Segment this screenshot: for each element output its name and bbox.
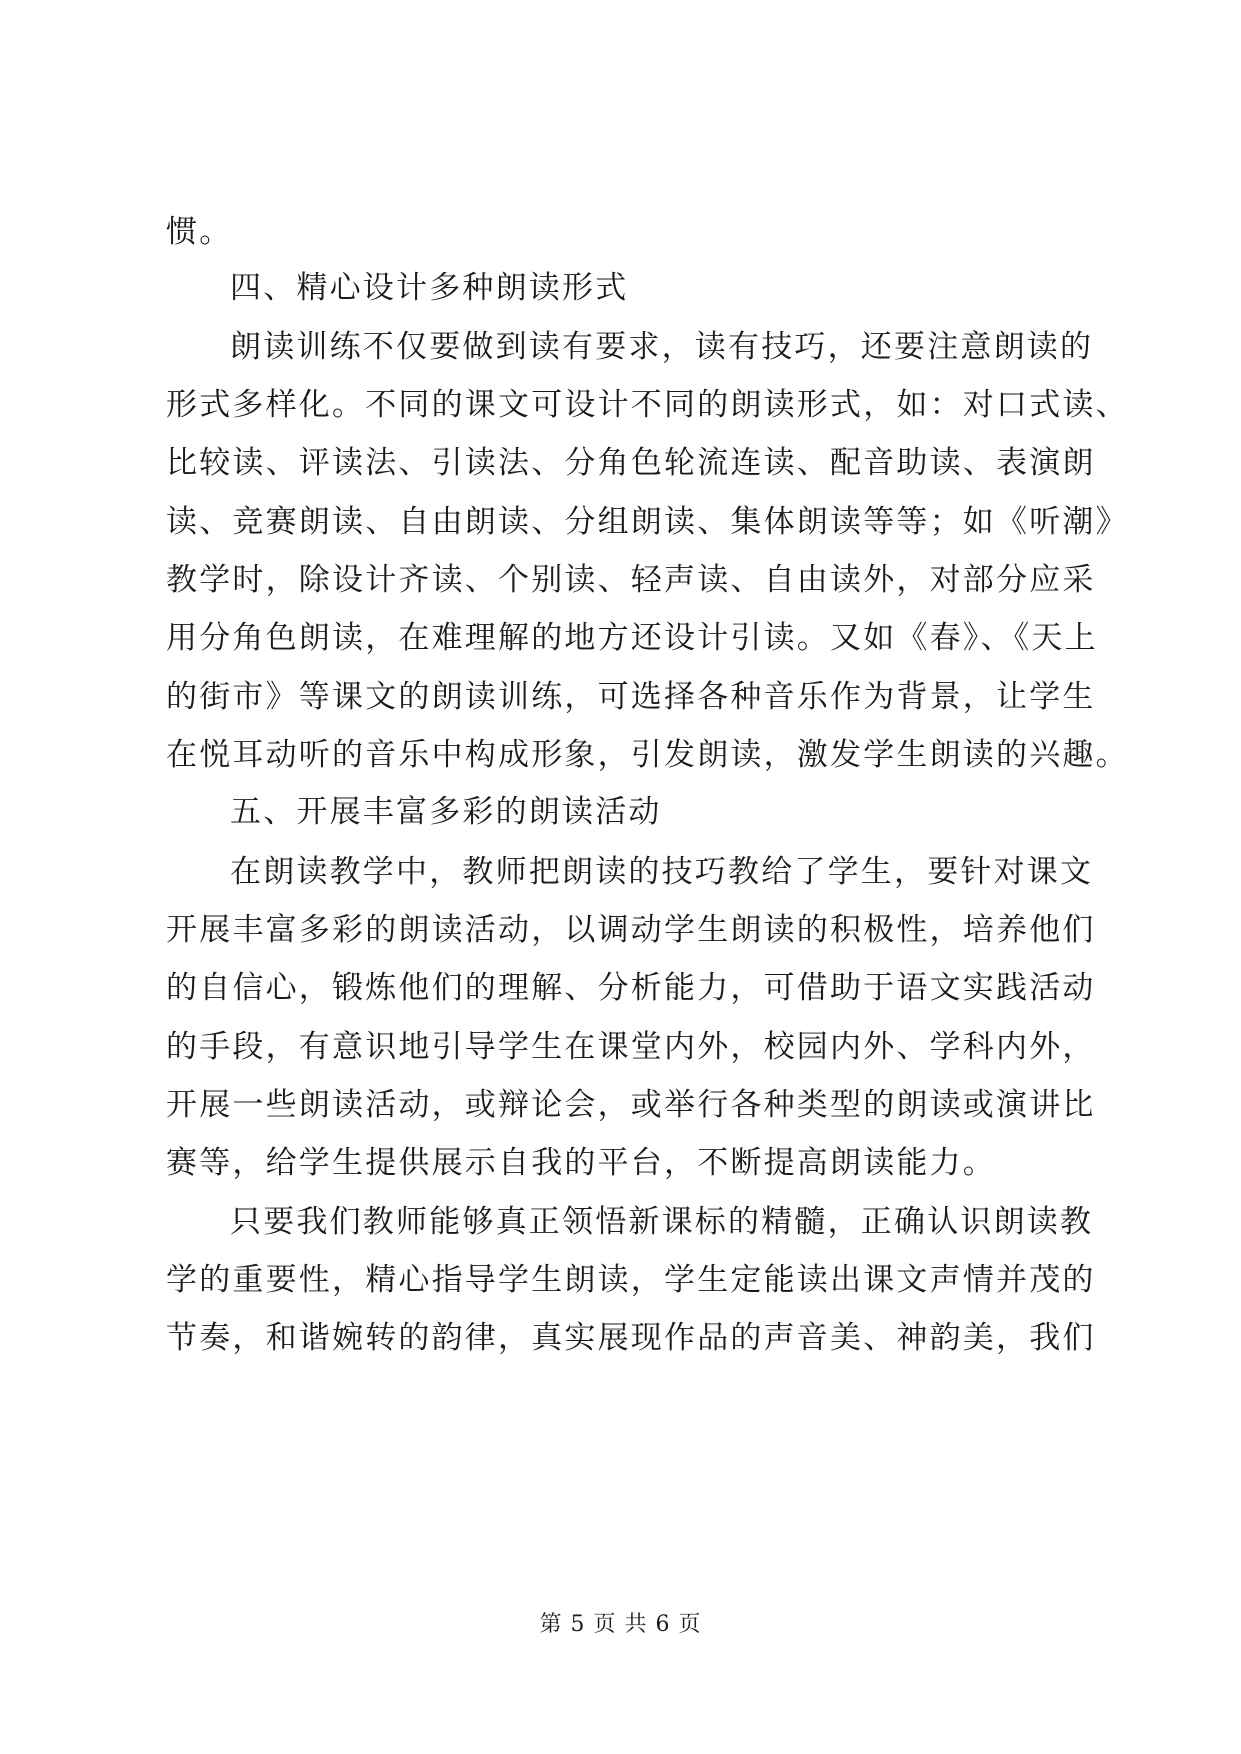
section-heading-5: 五、开展丰富多彩的朗读活动 [230,794,662,830]
page-number-footer: 第 5 页 共 6 页 [539,1612,702,1637]
paragraph-line: 朗读训练不仅要做到读有要求，读有技巧，还要注意朗读的 [230,329,1094,365]
paragraph-line: 教学时，除设计齐读、个别读、轻声读、自由读外，对部分应采 [166,562,1096,598]
paragraph-line: 比较读、评读法、引读法、分角色轮流连读、配音助读、表演朗 [166,445,1096,481]
paragraph-line: 赛等，给学生提供展示自我的平台，不断提高朗读能力。 [166,1145,996,1181]
paragraph-line: 读、竞赛朗读、自由朗读、分组朗读、集体朗读等等；如《听潮》 [166,504,1129,540]
paragraph-line: 形式多样化。不同的课文可设计不同的朗读形式，如：对口式读、 [166,387,1129,423]
text-line: 惯。 [166,214,233,250]
paragraph-line: 节奏，和谐婉转的韵律，真实展现作品的声音美、神韵美，我们 [166,1320,1096,1356]
section-heading-4: 四、精心设计多种朗读形式 [230,270,629,306]
paragraph-line: 学的重要性，精心指导学生朗读，学生定能读出课文声情并茂的 [166,1262,1096,1298]
paragraph-line: 在悦耳动听的音乐中构成形象，引发朗读，激发学生朗读的兴趣。 [166,737,1129,773]
paragraph-line: 在朗读教学中，教师把朗读的技巧教给了学生，要针对课文 [230,854,1094,890]
paragraph-line: 的自信心，锻炼他们的理解、分析能力，可借助于语文实践活动 [166,970,1096,1006]
paragraph-line: 只要我们教师能够真正领悟新课标的精髓，正确认识朗读教 [230,1204,1094,1240]
paragraph-line: 的街市》等课文的朗读训练，可选择各种音乐作为背景，让学生 [166,679,1096,715]
paragraph-line: 的手段，有意识地引导学生在课堂内外，校园内外、学科内外， [166,1029,1096,1065]
paragraph-line: 用分角色朗读，在难理解的地方还设计引读。又如《春》、《天上 [166,620,1098,656]
paragraph-line: 开展丰富多彩的朗读活动，以调动学生朗读的积极性，培养他们 [166,912,1096,948]
paragraph-line: 开展一些朗读活动，或辩论会，或举行各种类型的朗读或演讲比 [166,1087,1096,1123]
